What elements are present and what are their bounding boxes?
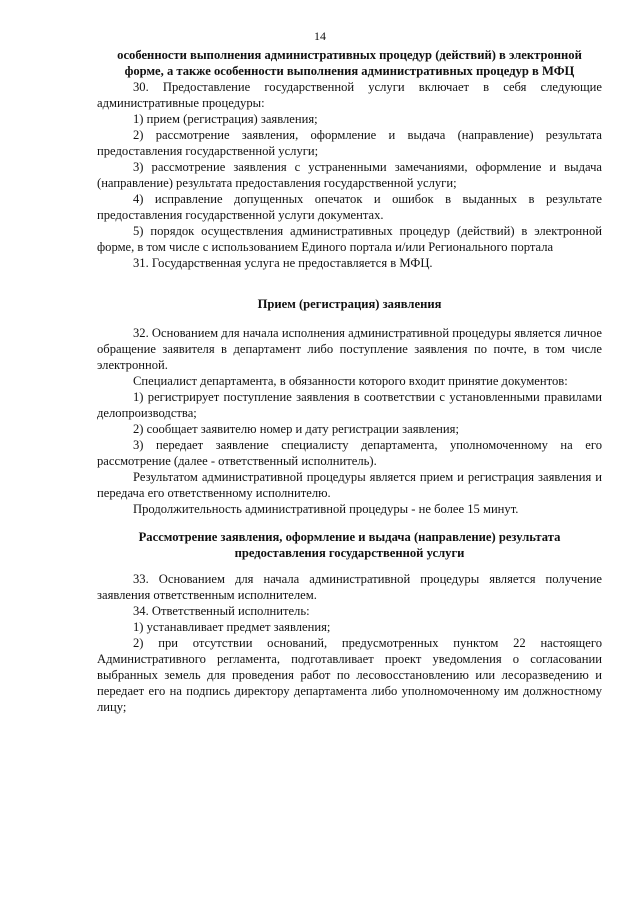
section-heading-reception: Прием (регистрация) заявления bbox=[257, 297, 442, 311]
list-item: 2) рассмотрение заявления, оформление и выдача (направление) результата предоставления государственной услуги; bbox=[97, 128, 602, 158]
paragraph-30-intro: 30. Предоставление государственной услуги включает в себя следующие административные процедуры: bbox=[97, 80, 602, 110]
paragraph-31: 31. Государственная услуга не предоставляется в МФЦ. bbox=[133, 256, 433, 270]
list-item: 1) устанавливает предмет заявления; bbox=[133, 620, 331, 634]
paragraph-duration: Продолжительность административной процедуры - не более 15 минут. bbox=[133, 502, 519, 516]
section-32-block bbox=[97, 325, 602, 517]
paragraph-32: 32. Основанием для начала исполнения административной процедуры является личное обращение заявителя в департамент либо поступление заявления по почте, в том числе электронной. bbox=[97, 326, 602, 372]
list-item: 3) рассмотрение заявления с устраненными замечаниями, оформление и выдача (направление) результата предоставления государственной услуги; bbox=[97, 160, 602, 190]
intro-heading: особенности выполнения административных процедур (действий) в электронной форме, а также особенности выполнения административных процедур в МФЦ bbox=[117, 48, 582, 78]
paragraph-specialist: Специалист департамента, в обязанности которого входит принятие документов: bbox=[133, 374, 568, 388]
heading-reception-block bbox=[97, 296, 602, 312]
page-number: 14 bbox=[314, 29, 326, 43]
paragraph-33: 33. Основанием для начала административной процедуры является получение заявления ответственным исполнителем. bbox=[97, 572, 602, 602]
list-item: 4) исправление допущенных опечаток и ошибок в выданных в результате предоставления государственной услуги документах. bbox=[97, 192, 602, 222]
list-item: 3) передает заявление специалисту департамента, уполномоченному на его рассмотрение (далее - ответственный исполнитель). bbox=[97, 438, 602, 468]
paragraph-result: Результатом административной процедуры является прием и регистрация заявления и передача его ответственному исполнителю. bbox=[97, 470, 602, 500]
list-item: 1) прием (регистрация) заявления; bbox=[133, 112, 318, 126]
section-heading-review: Рассмотрение заявления, оформление и выдача (направление) результата предоставления государственной услуги bbox=[138, 530, 561, 560]
heading-review-block bbox=[97, 529, 602, 561]
section-30-31-block bbox=[97, 47, 602, 271]
section-33-34-block bbox=[97, 571, 602, 715]
list-item: 2) сообщает заявителю номер и дату регистрации заявления; bbox=[133, 422, 459, 436]
paragraph-34-intro: 34. Ответственный исполнитель: bbox=[133, 604, 310, 618]
list-item: 2) при отсутствии оснований, предусмотренных пунктом 22 настоящего Административного регламента, подготавливает проект уведомления о согласовании выбранных земель для проведения работ по лесовосстановлению или лесоразведению и передает его на подпись директору департамента либо уполномоченному им должностному лицу; bbox=[97, 636, 602, 714]
list-item: 5) порядок осуществления административных процедур (действий) в электронной форме, в том числе с использованием Единого портала и/или Регионального портала bbox=[97, 224, 602, 254]
list-item: 1) регистрирует поступление заявления в соответствии с установленными правилами делопроизводства; bbox=[97, 390, 602, 420]
